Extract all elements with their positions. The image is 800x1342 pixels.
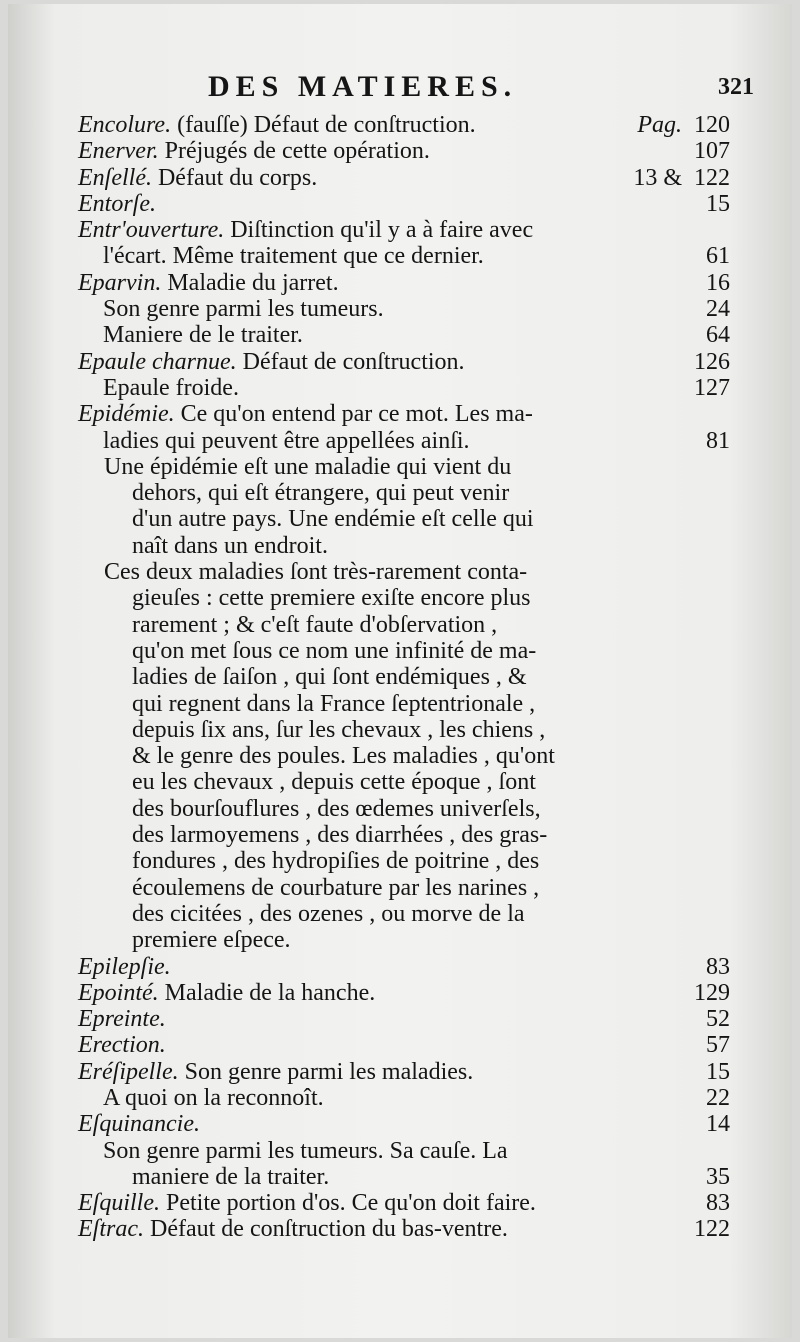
index-entry [8,112,792,138]
running-title: DES MATIERES. [208,70,518,103]
index-term: Entorſe. [78,190,156,217]
index-entry [8,401,792,427]
index-term: Epointé. [78,979,165,1006]
paragraph-line: Ces deux maladies ſont très-rarement conta- [104,559,528,586]
page-reference: 14 [706,1111,730,1138]
paragraph-line: qui regnent dans la France ſeptentrionale , [132,690,536,717]
page-reference: 120 [694,112,730,138]
index-text: Petite portion d'os. Ce qu'on doit faire. [165,1190,536,1217]
index-entry [8,428,792,454]
index-entry [8,191,792,217]
index-term: Epreinte. [78,1006,166,1033]
index-entry [8,1138,792,1164]
page-reference: 57 [706,1032,730,1059]
paragraph-line: ladies de ſaiſon , qui ſont endémiques , & [132,664,527,691]
page-reference: 64 [706,322,730,349]
index-text: Défaut de conſtruction. [242,348,465,375]
page-reference: 24 [706,296,730,323]
book-page [8,4,792,1338]
index-entry [8,217,792,243]
index-entry [8,322,792,348]
index-entry [8,138,792,164]
paragraph-line: depuis ſix ans, ſur les chevaux , les chiens , [132,716,546,743]
page-reference: 35 [706,1163,730,1190]
index-entry [8,270,792,296]
page-reference: 61 [706,243,730,270]
paragraph-line: d'un autre pays. Une endémie eſt celle qui [132,506,534,533]
index-term: Entr'ouverture. [78,217,231,244]
paragraph-line: qu'on met ſous ce nom une infinité de ma- [132,637,537,664]
index-text: Maniere de le traiter. [103,322,303,349]
paragraph-line: des larmoyemens , des diarrhées , des gras- [132,822,548,849]
index-text: Son genre parmi les tumeurs. [103,296,384,323]
index-term: Erection. [78,1032,166,1059]
page-reference: 83 [706,953,730,980]
index-text: Diſtinction qu'il y a à faire avec [230,217,534,244]
page-reference: 122 [694,1216,730,1243]
index-text: Son genre parmi les tumeurs. Sa cauſe. La [103,1137,508,1164]
index-entry [8,1190,792,1216]
page-reference: 15 [706,1058,730,1085]
paragraph-line: naît dans un endroit. [132,532,328,559]
paragraph-line: des bourſouflures , des œdemes univerſels, [132,795,541,822]
paragraph-line: & le genre des poules. Les maladies , qu'ont [132,743,555,770]
paragraph-line: dehors, qui eſt étrangere, qui peut venir [132,480,510,507]
index-term: Enerver. [78,138,165,165]
index-term: Enſellé. [78,164,158,191]
page-reference: 127 [694,374,730,401]
index-entry [8,1032,792,1058]
index-text: A quoi on la reconnoît. [103,1084,324,1111]
paragraph-line: des cicitées , des ozenes , ou morve de la [132,900,525,927]
page-reference: 81 [706,427,730,454]
index-entry [8,243,792,269]
index-entry [8,954,792,980]
paragraph-line: gieuſes : cette premiere exiſte encore plus [132,585,531,612]
index-mid-ref: Pag. [637,112,682,138]
index-text: Défaut de conſtruction du bas-ventre. [150,1216,508,1243]
page-header [8,70,792,110]
index-term: Eparvin. [78,269,168,296]
index-term: Encolure. [78,112,178,138]
index-entry [8,375,792,401]
index-entry [8,980,792,1006]
index-text: ladies qui peuvent être appellées ainſi. [103,427,470,454]
index-entry [8,1085,792,1111]
page-reference: 16 [706,269,730,296]
index-term: Epilepſie. [78,953,171,980]
paragraph-line: écoulemens de courbature par les narines , [132,874,540,901]
index-text: Préjugés de cette opération. [164,138,430,165]
index-entry [8,1059,792,1085]
index-entry [8,349,792,375]
index-text: Epaule froide. [103,374,239,401]
paragraph-line: rarement ; & c'eſt faute d'obſervation , [132,611,498,638]
paragraph-line: Une épidémie eſt une maladie qui vient du [104,453,512,480]
index-list [8,112,792,1243]
index-entry [8,1216,792,1242]
index-text: Ce qu'on entend par ce mot. Les ma- [180,401,533,428]
index-entry [8,296,792,322]
index-term: Eſquille. [78,1190,166,1217]
paragraph-line: fondures , des hydropiſies de poitrine , des [132,848,540,875]
page-reference: 126 [694,348,730,375]
page-reference: 22 [706,1084,730,1111]
paragraph-line: premiere eſpece. [132,927,291,954]
index-text: maniere de la traiter. [132,1163,330,1190]
index-term: Epaule charnue. [78,348,243,375]
index-text: (fauſſe) Défaut de conſtruction. [177,112,476,138]
page-reference: 83 [706,1190,730,1217]
page-reference: 129 [694,979,730,1006]
index-entry [8,1164,792,1190]
index-entry [8,1006,792,1032]
index-entry [8,1111,792,1137]
index-text: Maladie du jarret. [167,269,339,296]
index-mid-ref: 13 & [633,164,682,191]
paragraph-line: eu les chevaux , depuis cette époque , ſont [132,769,536,796]
index-text: Son genre parmi les maladies. [184,1058,474,1085]
page-reference: 107 [694,138,730,165]
index-text: Maladie de la hanche. [164,979,376,1006]
index-term: Eſquinancie. [78,1111,200,1138]
page-number: 321 [718,74,754,100]
index-text: Défaut du corps. [157,164,318,191]
page-reference: 52 [706,1006,730,1033]
page-reference: 122 [694,164,730,191]
page-reference: 15 [706,190,730,217]
index-term: Epidémie. [78,401,181,428]
index-term: Eſtrac. [78,1216,150,1243]
index-entry [8,165,792,191]
index-term: Eréſipelle. [78,1058,185,1085]
index-text: l'écart. Même traitement que ce dernier. [103,243,484,270]
